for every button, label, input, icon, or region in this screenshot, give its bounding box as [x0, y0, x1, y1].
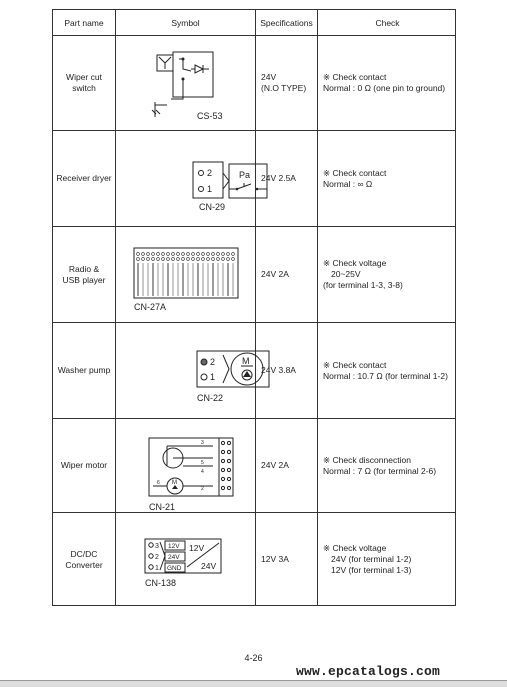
connector-pin: [197, 258, 200, 261]
voltage-label: 24V: [201, 561, 217, 571]
part-name-line: switch: [72, 83, 96, 93]
connector-pin: [167, 258, 170, 261]
pressure-label: Pa: [239, 170, 251, 180]
connector-pin: [217, 253, 220, 256]
check-line: ※ Check disconnection: [323, 454, 411, 465]
connector-pin: [142, 253, 145, 256]
connector-pin: [212, 258, 215, 261]
row-1-check: [318, 36, 462, 130]
pin-label: 2: [201, 486, 204, 492]
check-line: Normal : 0 Ω (one pin to ground): [323, 83, 446, 93]
pin-label: 3: [155, 543, 159, 550]
check-line: ※ Check contact: [323, 359, 387, 370]
page-number: 4-26: [244, 653, 263, 663]
row-5-check: [318, 419, 462, 512]
check-line: Normal : 7 Ω (for terminal 2-6): [323, 465, 437, 476]
check-line: 20~25V: [331, 269, 361, 279]
row-2-check: [318, 131, 462, 226]
voltage-label: 12V: [168, 543, 180, 550]
connector-pin: [222, 253, 225, 256]
check-line: 24V (for terminal 1-2): [331, 554, 412, 564]
spec-line: 24V 3.8A: [261, 365, 296, 375]
pin-label: 1: [207, 184, 213, 194]
check-line: ※ Check contact: [323, 72, 387, 82]
voltage-label: 24V: [168, 554, 180, 561]
spec-line: 24V 2A: [261, 460, 289, 470]
row-3-part-name: [53, 227, 115, 322]
motor-label: M: [242, 356, 250, 366]
row-4-check: [318, 323, 462, 418]
row-3-check: [318, 227, 462, 322]
connector-pin: [167, 253, 170, 256]
spec-line: 12V 3A: [261, 554, 289, 564]
pin-label: 2: [207, 168, 213, 178]
row-6-check: [318, 513, 462, 606]
connector-pin: [137, 258, 140, 261]
pin-label: 1: [210, 372, 216, 382]
connector-pin: [222, 258, 225, 261]
connector-pin: [202, 253, 205, 256]
connector-pin: [187, 258, 190, 261]
header-part-name: Part name: [64, 17, 104, 28]
connector-pin: [172, 258, 175, 261]
connector-pin: [147, 253, 150, 256]
check-line: 12V (for terminal 1-3): [331, 565, 412, 575]
connector-pin: [177, 253, 180, 256]
part-name-line: DC/DC: [70, 548, 98, 559]
row-1-part-name: [53, 36, 115, 130]
connector-pin: [172, 253, 175, 256]
connector-label: CN-138: [145, 578, 177, 588]
connector-pin: [227, 258, 230, 261]
connector-pin: [207, 258, 210, 261]
pin-label: 3: [201, 440, 204, 446]
part-name-line: Wiper cut: [66, 72, 102, 82]
row-6-part-name: [53, 513, 115, 606]
connector-pin: [147, 258, 150, 261]
connector-pin: [217, 258, 220, 261]
dcdc-converter-symbol: [143, 537, 229, 597]
connector-pin: [227, 253, 230, 256]
header-symbol: Symbol: [171, 17, 200, 28]
pin-label: 6: [157, 480, 160, 486]
connector-pin: [182, 253, 185, 256]
row-3-spec: [256, 227, 322, 322]
connector-label: CN-27A: [134, 302, 167, 312]
radio-usb-connector-symbol: [132, 246, 244, 316]
connector-pin: [182, 258, 185, 261]
pin-label: 4: [201, 469, 204, 475]
part-name-line: Receiver dryer: [56, 173, 112, 183]
connector-pin: [192, 253, 195, 256]
connector-pin: [152, 258, 155, 261]
connector-pin: [232, 258, 235, 261]
row-5-part-name: [53, 419, 115, 512]
check-line: (for terminal 1-3, 3-8): [323, 280, 403, 290]
check-line: Normal : ∞ Ω: [323, 178, 373, 189]
spec-line: 24V 2.5A: [261, 173, 296, 183]
voltage-label: 12V: [189, 543, 205, 553]
connector-pin: [212, 253, 215, 256]
header-check: Check: [375, 17, 400, 28]
pin-label: 2: [210, 357, 216, 367]
pin-label: 2: [155, 554, 159, 561]
connector-pin: [207, 253, 210, 256]
check-line: Normal : 10.7 Ω (for terminal 1-2): [323, 370, 448, 381]
connector-pin: [232, 253, 235, 256]
connector-pin: [157, 258, 160, 261]
check-line: ※ Check contact: [323, 167, 387, 178]
connector-pin: [162, 253, 165, 256]
spec-line: (N.O TYPE): [261, 83, 307, 93]
row-5-spec: [256, 419, 322, 512]
ground-label: GND: [167, 565, 182, 572]
header-specifications: Specifications: [260, 17, 313, 28]
row-2-part-name: [53, 131, 115, 226]
connector-pin: [192, 258, 195, 261]
connector-label: CN-21: [149, 502, 176, 512]
pin-label: 1: [155, 565, 159, 572]
motor-label: M: [172, 480, 177, 486]
check-line: ※ Check voltage: [323, 543, 387, 553]
check-line: ※ Check voltage: [323, 258, 387, 268]
connector-pin: [152, 253, 155, 256]
connector-pin: [187, 253, 190, 256]
specification-table: [52, 9, 456, 606]
row-4-part-name: [53, 323, 115, 418]
pin-label: 5: [201, 460, 204, 466]
connector-label: CN-29: [199, 202, 226, 212]
connector-label: CS-53: [197, 111, 223, 121]
connector-pin: [157, 253, 160, 256]
part-name-line: Washer pump: [57, 365, 111, 375]
receiver-dryer-symbol: [191, 160, 271, 215]
row-6-spec: [256, 513, 322, 606]
connector-pin: [197, 253, 200, 256]
part-name-line: Radio &: [68, 263, 100, 274]
connector-pin: [137, 253, 140, 256]
part-name-line: Wiper motor: [60, 460, 108, 470]
connector-pin: [202, 258, 205, 261]
part-name-line: Converter: [65, 559, 103, 570]
connector-pin: [142, 258, 145, 261]
connector-label: CN-22: [197, 393, 224, 403]
spec-line: 24V 2A: [261, 269, 289, 279]
part-name-line: USB player: [62, 274, 106, 285]
row-1-spec: [256, 36, 322, 130]
column-divider: [115, 10, 116, 605]
connector-pin: [177, 258, 180, 261]
watermark-url: www.epcatalogs.com: [296, 664, 441, 679]
wiper-motor-symbol: [147, 436, 247, 514]
spec-line: 24V: [261, 72, 277, 82]
wiper-cut-switch-symbol: [147, 47, 247, 122]
connector-pin: [162, 258, 165, 261]
washer-pump-symbol: [195, 349, 275, 407]
